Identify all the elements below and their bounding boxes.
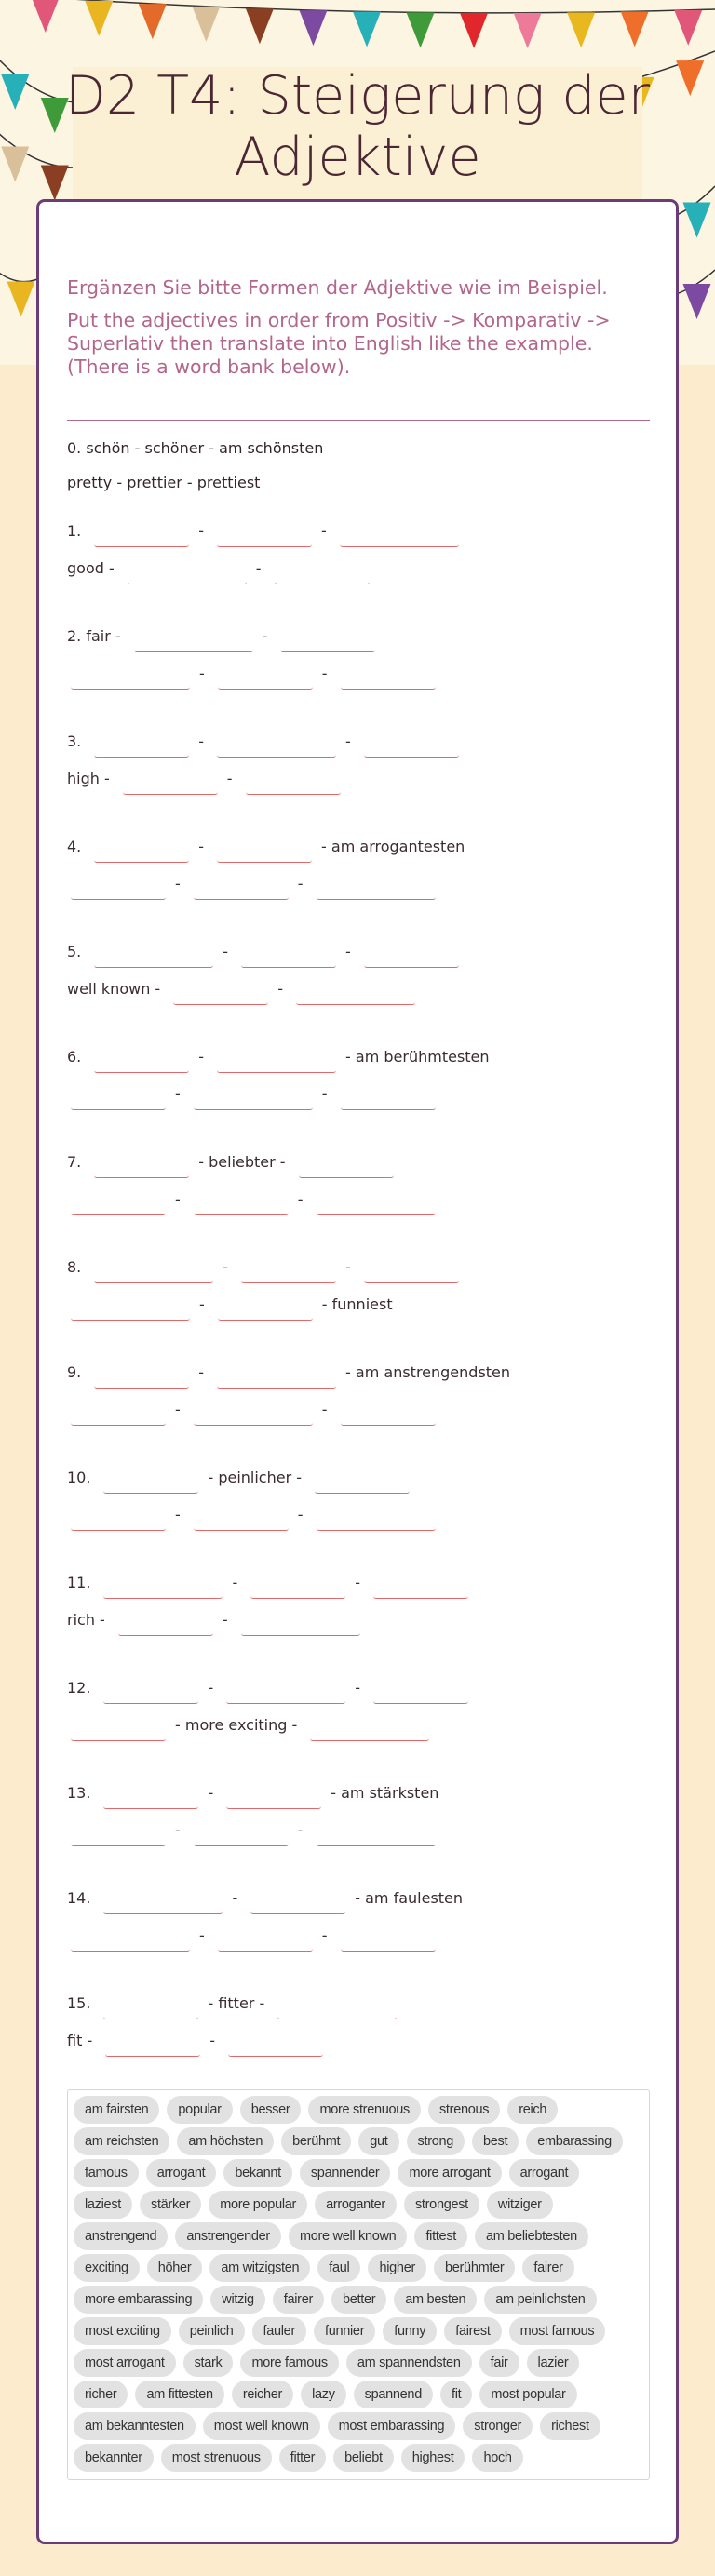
answer-blank[interactable] <box>364 945 459 968</box>
word-chip[interactable]: anstrengend <box>74 2222 168 2250</box>
exercise-text: rich - <box>67 1611 105 1629</box>
exercise-line <box>67 1677 663 1714</box>
word-chip[interactable]: fairer <box>273 2286 324 2314</box>
answer-blank[interactable] <box>123 771 218 795</box>
flag-icon <box>85 1 113 36</box>
word-chip[interactable]: more embarassing <box>74 2286 203 2314</box>
exercise-text: - <box>199 1295 205 1313</box>
exercise-line <box>67 768 663 805</box>
answer-blank[interactable] <box>94 945 213 968</box>
exercise-text: - <box>345 1258 351 1276</box>
word-chip[interactable]: popular <box>167 2096 232 2124</box>
word-chip[interactable]: stark <box>183 2349 234 2377</box>
answer-blank[interactable] <box>250 1891 345 1914</box>
answer-blank[interactable] <box>94 1050 189 1073</box>
exercise-text: - am faulesten <box>355 1889 464 1907</box>
exercise-9 <box>67 1362 663 1467</box>
word-chip[interactable]: am besten <box>394 2286 477 2314</box>
word-chip[interactable]: fittest <box>414 2222 467 2250</box>
answer-blank[interactable] <box>226 1681 345 1704</box>
answer-blank[interactable] <box>277 1996 397 2019</box>
answer-blank[interactable] <box>364 734 459 758</box>
exercise-line <box>67 625 663 663</box>
flag-icon <box>32 0 60 33</box>
answer-blank[interactable] <box>71 1508 166 1531</box>
answer-blank[interactable] <box>317 1823 436 1846</box>
word-chip[interactable]: stronger <box>463 2412 533 2440</box>
word-chip[interactable]: most well known <box>203 2412 320 2440</box>
exercise-line <box>67 836 663 873</box>
flag-icon <box>514 13 542 48</box>
exercise-text: 13. <box>67 1784 91 1802</box>
answer-blank[interactable] <box>341 666 436 690</box>
word-chip[interactable]: witziger <box>487 2191 553 2219</box>
exercise-text: - <box>223 1258 229 1276</box>
answer-blank[interactable] <box>194 1823 289 1846</box>
exercise-text: - <box>297 875 304 892</box>
word-chip[interactable]: besser <box>240 2096 302 2124</box>
answer-blank[interactable] <box>103 1576 223 1599</box>
answer-blank[interactable] <box>373 1681 468 1704</box>
answer-blank[interactable] <box>173 982 268 1005</box>
word-chip[interactable]: most exciting <box>74 2317 171 2345</box>
exercise-line <box>67 1362 663 1399</box>
word-chip[interactable]: am reichsten <box>74 2127 169 2155</box>
answer-blank[interactable] <box>103 1786 198 1809</box>
answer-blank[interactable] <box>128 561 247 584</box>
word-chip[interactable]: stärker <box>140 2191 201 2219</box>
word-chip[interactable]: berühmter <box>434 2254 515 2282</box>
answer-blank[interactable] <box>218 1928 313 1952</box>
example-german: 0. schön - schöner - am schönsten <box>67 439 324 457</box>
word-chip[interactable]: berühmt <box>281 2127 351 2155</box>
exercise-text: 2. fair - <box>67 627 121 645</box>
exercise-line <box>67 1151 663 1188</box>
exercise-line <box>67 873 663 910</box>
word-chip[interactable]: more well known <box>289 2222 408 2250</box>
divider <box>67 420 650 421</box>
answer-blank[interactable] <box>299 1155 394 1178</box>
exercise-line <box>67 1572 663 1609</box>
exercise-12 <box>67 1677 663 1782</box>
exercise-text: - <box>226 770 233 787</box>
word-chip[interactable]: strongest <box>404 2191 479 2219</box>
exercise-text: - <box>175 1506 181 1523</box>
answer-blank[interactable] <box>71 1402 166 1426</box>
exercise-text: - <box>355 1679 361 1697</box>
word-chip[interactable]: most embarassing <box>328 2412 456 2440</box>
exercise-text: - <box>209 2032 215 2049</box>
word-chip[interactable]: fairer <box>522 2254 573 2282</box>
answer-blank[interactable] <box>103 1470 198 1494</box>
exercise-text: - <box>223 943 229 960</box>
exercise-line <box>67 1188 663 1226</box>
worksheet-card <box>36 199 679 2544</box>
answer-blank[interactable] <box>341 1087 436 1110</box>
flag-icon <box>139 4 167 39</box>
flag-icon <box>567 12 595 47</box>
exercise-text: - more exciting - <box>175 1716 298 1734</box>
answer-blank[interactable] <box>217 839 312 863</box>
answer-blank[interactable] <box>280 629 375 652</box>
word-chip[interactable]: funny <box>383 2317 437 2345</box>
word-chip[interactable]: more strenuous <box>308 2096 421 2124</box>
answer-blank[interactable] <box>241 1613 360 1636</box>
exercise-line <box>67 1504 663 1541</box>
exercise-text: 6. <box>67 1048 82 1066</box>
exercise-text: - <box>198 1363 205 1381</box>
exercise-text: high - <box>67 770 110 787</box>
answer-blank[interactable] <box>71 1928 190 1952</box>
exercise-text: - <box>297 1190 304 1208</box>
exercise-line <box>67 557 663 595</box>
answer-blank[interactable] <box>315 1470 410 1494</box>
answer-blank[interactable] <box>194 877 289 900</box>
exercise-text: - <box>355 1574 361 1591</box>
exercise-line <box>67 941 663 978</box>
exercise-6 <box>67 1046 663 1151</box>
exercise-text: 7. <box>67 1153 82 1171</box>
exercise-text: 9. <box>67 1363 82 1381</box>
exercise-text: - <box>199 664 205 682</box>
exercise-text: - <box>198 1048 205 1066</box>
answer-blank[interactable] <box>296 982 415 1005</box>
word-chip[interactable]: hoch <box>472 2444 522 2472</box>
answer-blank[interactable] <box>310 1718 429 1741</box>
answer-blank[interactable] <box>71 1297 190 1321</box>
flag-icon <box>407 12 435 47</box>
exercise-text: - peinlicher - <box>208 1469 303 1486</box>
exercise-text: 10. <box>67 1469 91 1486</box>
answer-blank[interactable] <box>317 1508 436 1531</box>
word-chip[interactable]: gut <box>358 2127 398 2155</box>
answer-blank[interactable] <box>228 2033 323 2057</box>
answer-blank[interactable] <box>71 877 166 900</box>
word-chip[interactable]: anstrengender <box>175 2222 281 2250</box>
exercise-text: - <box>175 875 181 892</box>
exercise-line <box>67 663 663 700</box>
exercise-text: fit - <box>67 2032 93 2049</box>
answer-blank[interactable] <box>317 877 436 900</box>
exercise-list <box>67 520 663 2098</box>
exercise-text: - am stärksten <box>331 1784 439 1802</box>
answer-blank[interactable] <box>250 1576 345 1599</box>
answer-blank[interactable] <box>194 1087 313 1110</box>
exercise-15 <box>67 1992 663 2098</box>
word-chip[interactable]: am bekanntesten <box>74 2412 196 2440</box>
word-chip[interactable]: famous <box>74 2159 139 2187</box>
exercise-line <box>67 731 663 768</box>
word-chip[interactable]: lazy <box>301 2381 346 2408</box>
word-chip[interactable]: am peinlichsten <box>484 2286 596 2314</box>
exercise-text: - <box>175 1401 181 1418</box>
answer-blank[interactable] <box>94 1365 189 1389</box>
word-chip[interactable]: witzig <box>210 2286 264 2314</box>
exercise-text: 15. <box>67 1994 91 2012</box>
answer-blank[interactable] <box>71 1087 166 1110</box>
exercise-text: - <box>321 1085 328 1103</box>
word-chip[interactable]: höher <box>147 2254 203 2282</box>
exercise-text: 14. <box>67 1889 91 1907</box>
exercise-text: - <box>199 1926 205 1944</box>
flag-icon <box>299 10 327 46</box>
word-chip[interactable]: am fittesten <box>135 2381 223 2408</box>
exercise-13 <box>67 1782 663 1887</box>
word-chip[interactable]: most strenuous <box>161 2444 272 2472</box>
answer-blank[interactable] <box>341 1928 436 1952</box>
word-chip[interactable]: embarassing <box>526 2127 623 2155</box>
exercise-line <box>67 1887 663 1925</box>
flag-icon <box>246 8 274 44</box>
answer-blank[interactable] <box>194 1402 313 1426</box>
word-chip[interactable]: am beliebtesten <box>475 2222 588 2250</box>
answer-blank[interactable] <box>226 1786 321 1809</box>
exercise-1 <box>67 520 663 625</box>
answer-blank[interactable] <box>94 839 189 863</box>
exercise-text: - fitter - <box>208 1994 265 2012</box>
answer-blank[interactable] <box>317 1192 436 1215</box>
flag-icon <box>621 11 649 47</box>
exercise-text: 5. <box>67 943 82 960</box>
exercise-text: - <box>232 1574 238 1591</box>
answer-blank[interactable] <box>134 629 253 652</box>
word-chip[interactable]: richest <box>540 2412 600 2440</box>
exercise-text: - <box>175 1190 181 1208</box>
exercise-text: - <box>297 1506 304 1523</box>
exercise-8 <box>67 1256 663 1362</box>
word-chip[interactable]: bekannter <box>74 2444 154 2472</box>
exercise-text: - <box>208 1679 214 1697</box>
answer-blank[interactable] <box>340 524 459 547</box>
exercise-3 <box>67 731 663 836</box>
exercise-4 <box>67 836 663 941</box>
exercise-text: 1. <box>67 522 82 540</box>
exercise-text: - am arrogantesten <box>321 838 465 855</box>
exercise-line <box>67 1609 663 1646</box>
word-chip[interactable]: better <box>331 2286 386 2314</box>
word-chip[interactable]: beliebt <box>333 2444 394 2472</box>
exercise-2 <box>67 625 663 731</box>
answer-blank[interactable] <box>94 1260 213 1283</box>
answer-blank[interactable] <box>94 524 189 547</box>
answer-blank[interactable] <box>94 1155 189 1178</box>
answer-blank[interactable] <box>71 1192 166 1215</box>
flag-icon <box>683 203 711 238</box>
exercise-text: - <box>321 522 327 540</box>
exercise-11 <box>67 1572 663 1677</box>
exercise-line <box>67 1294 663 1331</box>
exercise-text: - <box>297 1821 304 1839</box>
example <box>67 431 323 500</box>
exercise-text: - <box>175 1085 181 1103</box>
answer-blank[interactable] <box>103 1891 223 1914</box>
exercise-text: - beliebter - <box>198 1153 286 1171</box>
word-chip[interactable]: arrogant <box>509 2159 580 2187</box>
word-chip[interactable]: fit <box>440 2381 472 2408</box>
exercise-line <box>67 1992 663 2030</box>
exercise-text: good - <box>67 559 115 577</box>
instructions-english: Put the adjectives in order from Positiv -> Komparativ -> Superlativ then translate into English like the example. (There is a word bank below). <box>67 309 611 378</box>
answer-blank[interactable] <box>218 666 313 690</box>
exercise-text: 4. <box>67 838 82 855</box>
word-chip[interactable]: more famous <box>240 2349 338 2377</box>
exercise-text: - <box>255 559 262 577</box>
exercise-line <box>67 1819 663 1857</box>
exercise-line <box>67 2030 663 2067</box>
exercise-text: - funniest <box>321 1295 393 1313</box>
exercise-line <box>67 1399 663 1436</box>
exercise-line <box>67 1256 663 1294</box>
word-chip[interactable]: more arrogant <box>398 2159 501 2187</box>
word-chip[interactable]: funnier <box>314 2317 375 2345</box>
exercise-text: - <box>345 943 351 960</box>
word-chip[interactable]: most arrogant <box>74 2349 176 2377</box>
exercise-text: - <box>175 1821 181 1839</box>
answer-blank[interactable] <box>241 1260 336 1283</box>
word-chip[interactable]: richer <box>74 2381 128 2408</box>
answer-blank[interactable] <box>241 945 336 968</box>
answer-blank[interactable] <box>118 1613 213 1636</box>
exercise-text: - <box>277 980 283 998</box>
word-chip[interactable]: fair <box>479 2349 519 2377</box>
exercise-line <box>67 1714 663 1751</box>
exercise-line <box>67 520 663 557</box>
exercise-text: 3. <box>67 732 82 750</box>
page-title: D2 T4: Steigerung der Adjektive <box>64 65 651 188</box>
exercise-text: - am anstrengendsten <box>345 1363 511 1381</box>
answer-blank[interactable] <box>194 1508 289 1531</box>
word-chip[interactable]: best <box>472 2127 519 2155</box>
answer-blank[interactable] <box>94 734 189 758</box>
flag-icon <box>460 13 488 48</box>
exercise-text: - <box>321 1401 328 1418</box>
word-chip[interactable]: exciting <box>74 2254 140 2282</box>
exercise-text: 11. <box>67 1574 91 1591</box>
answer-blank[interactable] <box>373 1576 468 1599</box>
word-chip[interactable]: peinlich <box>179 2317 245 2345</box>
flag-icon <box>674 10 702 46</box>
word-chip[interactable]: more popular <box>209 2191 307 2219</box>
answer-blank[interactable] <box>71 1718 166 1741</box>
exercise-14 <box>67 1887 663 1992</box>
flag-icon <box>353 12 381 47</box>
word-chip[interactable]: fauler <box>252 2317 306 2345</box>
exercise-text: - <box>198 838 205 855</box>
word-chip[interactable]: spannender <box>300 2159 391 2187</box>
word-chip[interactable]: am höchsten <box>177 2127 274 2155</box>
answer-blank[interactable] <box>217 1050 336 1073</box>
answer-blank[interactable] <box>71 666 190 690</box>
flag-icon <box>683 284 711 319</box>
word-chip[interactable]: bekannt <box>223 2159 292 2187</box>
exercise-line <box>67 1782 663 1819</box>
word-chip[interactable]: laziest <box>74 2191 132 2219</box>
word-chip[interactable]: lazier <box>527 2349 580 2377</box>
example-english: pretty - prettier - prettiest <box>67 474 261 491</box>
answer-blank[interactable] <box>217 524 312 547</box>
exercise-text: well known - <box>67 980 161 998</box>
word-chip[interactable]: fitter <box>279 2444 326 2472</box>
answer-blank[interactable] <box>364 1260 459 1283</box>
word-chip[interactable]: strong <box>407 2127 465 2155</box>
exercise-text: - <box>222 1611 228 1629</box>
answer-blank[interactable] <box>71 1823 166 1846</box>
exercise-10 <box>67 1467 663 1572</box>
word-chip[interactable]: strenous <box>428 2096 500 2124</box>
answer-blank[interactable] <box>217 734 336 758</box>
exercise-line <box>67 978 663 1015</box>
word-chip[interactable]: reicher <box>232 2381 293 2408</box>
exercise-text: - <box>198 732 205 750</box>
word-chip[interactable]: most famous <box>509 2317 606 2345</box>
word-chip[interactable]: reich <box>507 2096 558 2124</box>
exercise-5 <box>67 941 663 1046</box>
answer-blank[interactable] <box>341 1402 436 1426</box>
word-bank <box>67 2089 650 2480</box>
flag-icon <box>192 7 220 42</box>
exercise-7 <box>67 1151 663 1256</box>
answer-blank[interactable] <box>105 2033 200 2057</box>
instructions-german: Ergänzen Sie bitte Formen der Adjektive wie im Beispiel. <box>67 276 608 299</box>
word-chip[interactable]: arroganter <box>315 2191 397 2219</box>
exercise-line <box>67 1046 663 1083</box>
word-chip[interactable]: higher <box>368 2254 426 2282</box>
exercise-line <box>67 1083 663 1120</box>
word-chip[interactable]: am fairsten <box>74 2096 159 2124</box>
exercise-text: - <box>345 732 351 750</box>
answer-blank[interactable] <box>103 1996 198 2019</box>
instructions <box>67 276 654 388</box>
answer-blank[interactable] <box>246 771 341 795</box>
word-chip[interactable]: fairest <box>444 2317 501 2345</box>
answer-blank[interactable] <box>218 1297 313 1321</box>
exercise-text: - <box>232 1889 238 1907</box>
exercise-text: - <box>262 627 268 645</box>
answer-blank[interactable] <box>275 561 370 584</box>
answer-blank[interactable] <box>194 1192 289 1215</box>
word-chip[interactable]: am spannendsten <box>346 2349 472 2377</box>
flag-icon <box>7 282 35 317</box>
word-chip[interactable]: faul <box>317 2254 360 2282</box>
word-chip[interactable]: arrogant <box>146 2159 217 2187</box>
exercise-text: - <box>198 522 205 540</box>
exercise-text: - <box>321 1926 328 1944</box>
exercise-text: 12. <box>67 1679 91 1697</box>
exercise-text: 8. <box>67 1258 82 1276</box>
answer-blank[interactable] <box>217 1365 336 1389</box>
exercise-text: - am berühmtesten <box>345 1048 490 1066</box>
exercise-text: - <box>208 1784 214 1802</box>
word-chip[interactable]: highest <box>401 2444 465 2472</box>
exercise-line <box>67 1925 663 1962</box>
word-chip[interactable]: most popular <box>479 2381 576 2408</box>
exercise-line <box>67 1467 663 1504</box>
word-chip[interactable]: am witzigsten <box>209 2254 310 2282</box>
exercise-text: - <box>321 664 328 682</box>
word-chip[interactable]: spannend <box>354 2381 433 2408</box>
answer-blank[interactable] <box>103 1681 198 1704</box>
